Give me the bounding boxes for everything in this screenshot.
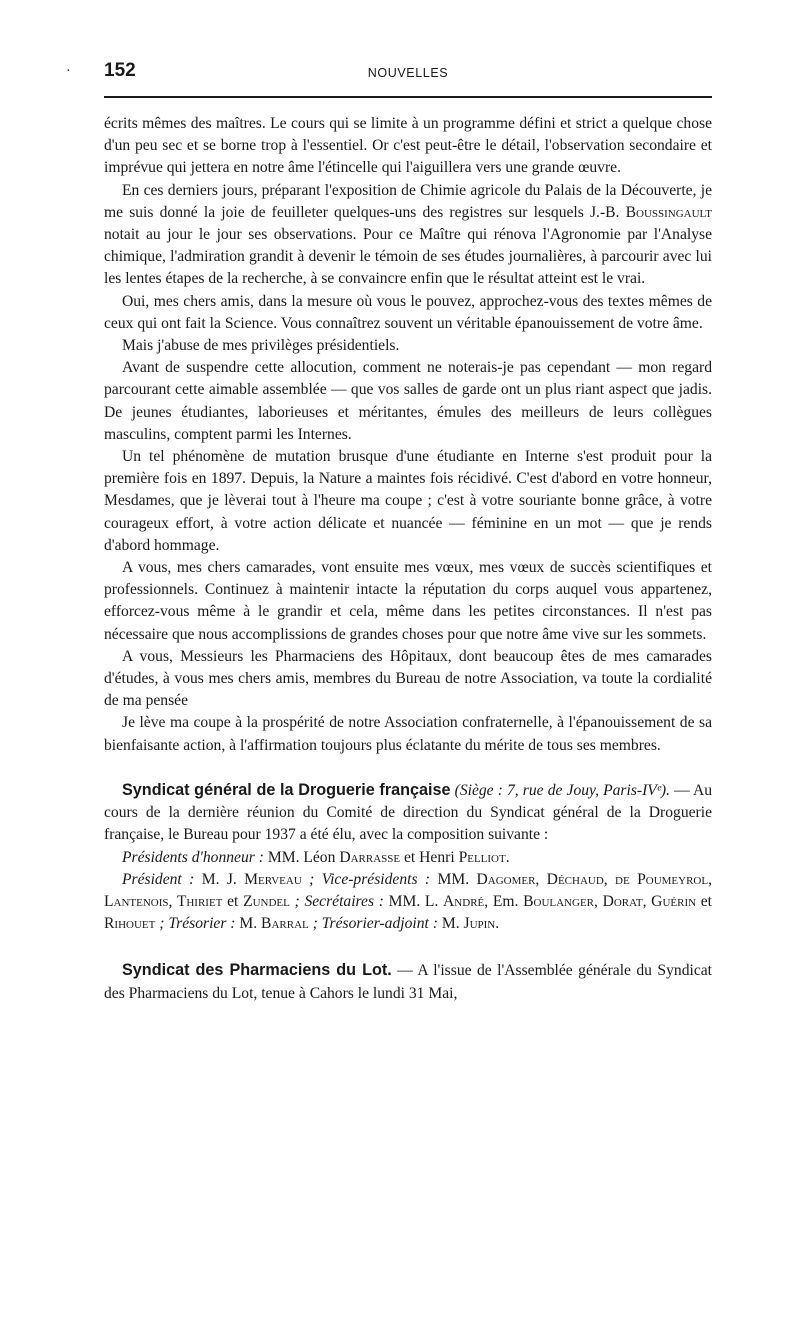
honorary-presidents (104, 847, 712, 869)
person-name: Rihouet (104, 915, 156, 933)
page-header (66, 60, 712, 90)
role-label: ; Trésorier-adjoint : (308, 915, 438, 933)
margin-dot: · (66, 64, 71, 79)
page-number: 152 (104, 60, 136, 81)
paragraph: Mais j'abuse de mes privilèges présidentiels. (122, 337, 400, 355)
paragraph: Oui, mes chers amis, dans la mesure où vous le pouvez, approchez-vous des textes mêmes de ceux qui ont fait la Science. Vous connaîtrez souvent un véritable épanouissement de votre âme. (104, 292, 712, 332)
text-span: MM. (430, 870, 477, 888)
syndicat-droguerie-intro (104, 779, 712, 847)
person-name: Pelliot (458, 848, 506, 866)
person-name: Barral (261, 915, 309, 933)
bureau-composition (104, 869, 712, 936)
paragraph: écrits mêmes des maîtres. Le cours qui se limite à un programme défini et strict a quelque chose d'un peu sec et se borne trop à l'essentiel. Or c'est peut-être le détail, l'observation secondaire et imprévue qui jettera en notre âme l'étincelle qui l'aiguillera vers une grande œuvre. (104, 115, 712, 177)
siege-address: (Siège : 7, rue de Jouy, Paris-IVᵉ). (450, 781, 670, 799)
section-gap (104, 935, 712, 959)
paragraph: Avant de suspendre cette allocution, comment ne noterais-je pas cependant — mon regard parcourant cette aimable assemblée — que vos salles de garde ont un plus riant aspect que jadis. De jeunes étudiantes, laborieuses et méritantes, émules des meilleurs de leurs collègues masculins, comptent parmi les Internes. (104, 359, 712, 443)
person-name: Boussingault (625, 203, 712, 221)
text-span: et Henri (400, 848, 459, 866)
paragraph: Je lève ma coupe à la prospérité de notre Association confraternelle, à l'épanouissement de sa bienfaisante action, à l'affirmation toujours plus éclatante du mérite de tous ses membres. (104, 714, 712, 754)
section-heading: Syndicat général de la Droguerie française (122, 780, 451, 799)
paragraph: A vous, Messieurs les Pharmaciens des Hôpitaux, dont beaucoup êtes de mes camarades d'études, à vous mes chers amis, membres du Bureau de notre Association, va toute la cordialité de ma pensée (104, 647, 712, 710)
text-span: MM. L. (383, 892, 444, 910)
paragraph: A vous, mes chers camarades, vont ensuite mes vœux, mes vœux de succès scientifiques et professionnels. Continuez à maintenir intacte la réputation du corps auquel vous appartenez, efforcez-vous même à le grandir et cela, même dans les petites circonstances. Il n'est pas nécessaire que nous accomplissions de grandes choses pour que notre âme vive sur les sommets. (104, 559, 712, 643)
text-span: — Au cours de la dernière réunion du Comité de direction du Syndicat général de la Droguerie française, le Bureau pour 1937 a été élu, avec la composition suivante : (104, 781, 713, 844)
person-name: Darrasse (339, 848, 401, 866)
person-name: Merveau (244, 870, 302, 888)
text-span: M. (235, 915, 262, 933)
text-span: notait au jour le jour ses observations. Pour ce Maître qui rénova l'Agronomie par l'Analyse chimique, l'admiration grandit à devenir le témoin de ses études journalières, à parcourir avec lui les lentes étapes de la recherche, à se convaincre enfin que le résultat atteint est le vrai. (104, 226, 712, 288)
text-span: M. (437, 915, 464, 933)
person-name: Jupin (463, 915, 496, 933)
role-label: ; Trésorier : (155, 915, 236, 933)
paragraph (104, 180, 712, 291)
text-span: et (696, 892, 712, 910)
role-label: ; Secrétaires : (289, 892, 384, 910)
syndicat-lot-intro (104, 959, 712, 1004)
text-span: , Em. (484, 892, 524, 910)
text-span: . (505, 848, 510, 866)
text-span: M. J. (194, 870, 245, 888)
person-name: Boulanger, Dorat, Guérin (523, 892, 697, 910)
role-label: Président : (122, 870, 195, 888)
article-body (104, 113, 712, 1005)
role-label: Présidents d'honneur : (122, 848, 264, 866)
role-label: ; Vice-présidents : (301, 870, 431, 888)
person-name: Dagomer, Déchaud, de Poumeyrol, Lantenois, Thiriet (104, 870, 712, 910)
section-heading: Syndicat des Pharmaciens du Lot. (122, 961, 392, 980)
text-span: . (495, 915, 500, 933)
text-span: MM. Léon (263, 848, 340, 866)
header-rule (104, 96, 712, 98)
running-title: NOUVELLES (367, 66, 449, 80)
text-span: et (222, 892, 244, 910)
text-span: — A l'issue de l'Assemblée générale du Syndicat des Pharmaciens du Lot, tenue à Cahors le lundi 31 Mai, (104, 962, 712, 1002)
section-gap (104, 757, 712, 779)
person-name: André (443, 892, 485, 910)
person-name: Zundel (243, 892, 290, 910)
text-span: En ces derniers jours, préparant l'exposition de Chimie agricole du Palais de la Découverte, je me suis donné la joie de feuilleter quelques-uns des registres sur lesquels J.-B. (104, 181, 712, 221)
paragraph: Un tel phénomène de mutation brusque d'une étudiante en Interne s'est produit pour la première fois en 1897. Depuis, la Nature a maintes fois récidivé. C'est d'abord en votre honneur, Mesdames, que je lèverai tout à l'heure ma coupe ; c'est à votre souriante bonne grâce, à votre courageux effort, à votre action délicate et nuancée — féminine en un mot — que je rends d'abord hommage. (104, 448, 712, 554)
